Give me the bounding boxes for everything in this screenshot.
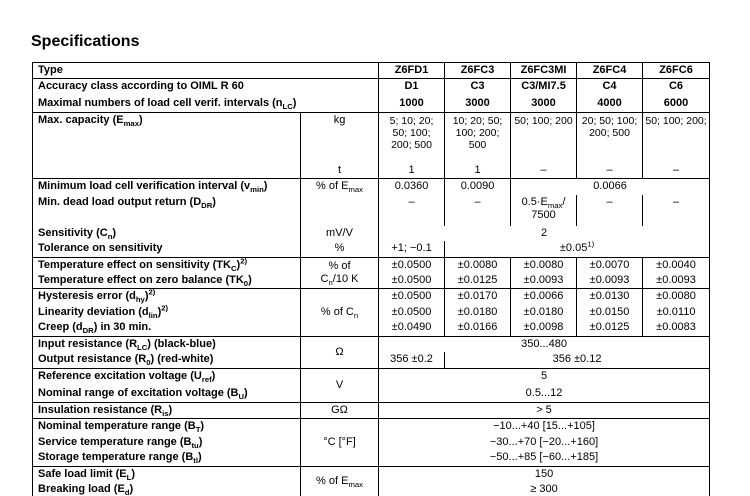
table-row <box>33 336 710 352</box>
row-label-bt: Nominal temperature range $(B_T)$ <box>33 419 301 435</box>
unit-gohm: GΩ <box>301 402 379 418</box>
nlc-value: 1000 <box>379 95 445 113</box>
tkc-value: ±0.0080 <box>511 257 577 273</box>
row-label-linearity: Linearity deviation $(d_{lin})^{2)}$ <box>33 305 301 320</box>
group-temp-range <box>33 419 710 466</box>
bu-value-merged: 0.5...12 <box>525 386 563 399</box>
tkc-value: ±0.0040 <box>656 258 696 271</box>
vmin-value-merged: 0.0066 <box>593 180 627 193</box>
linearity-value: ±0.0110 <box>656 305 696 318</box>
tkc-value: ±0.0070 <box>577 257 643 273</box>
creep-value: ±0.0166 <box>445 320 511 336</box>
capacity-kg-value: 50; 100; 200; <box>645 115 707 128</box>
table-row <box>33 226 710 241</box>
breaking-load-value-merged: ≥ 300 <box>530 483 558 496</box>
nlc-value: 6000 <box>663 96 689 109</box>
unit-volt: V <box>301 368 379 402</box>
capacity-kg-value: 5; 10; 20; 50; 100; 200; 500 <box>379 113 445 163</box>
unit-percent-cn: % of $C_n$ <box>301 289 379 336</box>
tkc-value: ±0.0500 <box>379 257 445 273</box>
linearity-value: ±0.0150 <box>577 305 643 320</box>
capacity-kg-value: 20; 50; 100; 200; 500 <box>577 113 643 163</box>
ddr-value: – <box>672 195 680 208</box>
nlc-value: 3000 <box>511 95 577 113</box>
row-label-insulation: Insulation resistance $(R_{is})$ <box>33 402 301 418</box>
tk0-value: ±0.0093 <box>656 274 696 287</box>
tk0-value: ±0.0093 <box>577 273 643 289</box>
input-resistance-value-merged: 350...480 <box>521 337 567 350</box>
hysteresis-value: ±0.0500 <box>379 289 445 305</box>
group-resistance <box>33 336 710 368</box>
output-resistance-value-merged: 356 ±0.12 <box>552 353 602 366</box>
unit-percent-cn-10k: % of $C_n/10$ K <box>301 257 379 289</box>
row-label-tkc: Temperature effect on sensitivity $(TK_C)^{2)}$ <box>33 257 301 273</box>
col-header-z6fc3: Z6FC3 <box>445 63 511 79</box>
group-accuracy <box>33 79 710 113</box>
linearity-value: ±0.0180 <box>445 305 511 320</box>
vmin-value: 0.0360 <box>379 179 445 195</box>
btu-value-merged: −30...+70 [−20...+160] <box>489 435 599 448</box>
creep-value: ±0.0098 <box>511 320 577 336</box>
creep-value: ±0.0083 <box>656 321 696 334</box>
capacity-t-value: – <box>577 163 643 179</box>
nlc-value: 4000 <box>577 95 643 113</box>
output-resistance-value: 356 ±0.2 <box>379 352 445 368</box>
unit-percent-emax: % of $E_{max}$ <box>301 179 379 195</box>
creep-value: ±0.0490 <box>379 320 445 336</box>
ddr-value: $0.5\cdot E_{max}/$ 7500 <box>511 195 577 226</box>
capacity-t-value: 1 <box>445 163 511 179</box>
linearity-value: ±0.0500 <box>379 305 445 320</box>
row-label-ddr: Min. dead load output return $(D_{DR})$ <box>33 195 301 226</box>
unit-ohm: Ω <box>301 336 379 368</box>
row-label-output-resistance: Output resistance $(R_0)$ (red-white) <box>33 352 301 368</box>
linearity-value: ±0.0180 <box>511 305 577 320</box>
table-row <box>33 63 710 79</box>
table-row <box>33 95 710 113</box>
row-label-safe-load: Safe load limit $(E_L)$ <box>33 466 301 482</box>
accuracy-value: C4 <box>577 79 643 95</box>
col-header-z6fc4: Z6FC4 <box>577 63 643 79</box>
tkc-value: ±0.0080 <box>445 257 511 273</box>
table-row <box>33 79 710 95</box>
row-label-creep: Creep $(d_{DR})$ in 30 min. <box>33 320 301 336</box>
group-verification <box>33 179 710 257</box>
table-row <box>33 289 710 305</box>
accuracy-value: C6 <box>668 80 684 93</box>
hysteresis-value: ±0.0170 <box>445 289 511 305</box>
unit-cell-empty <box>301 195 379 226</box>
hysteresis-value: ±0.0066 <box>511 289 577 305</box>
tk0-value: ±0.0500 <box>379 273 445 289</box>
uref-value-merged: 5 <box>540 370 548 383</box>
row-label-max-capacity: Max. capacity $(E_{max})$ <box>33 113 301 179</box>
table-row <box>33 179 710 195</box>
table-row <box>33 195 710 226</box>
hysteresis-value: ±0.0130 <box>577 289 643 305</box>
row-label-vmin: Minimum load cell verification interval $(v_{min})$ <box>33 179 301 195</box>
table-row <box>33 466 710 482</box>
btl-value-merged: −50...+85 [−60...+185] <box>489 451 599 464</box>
unit-mvv: mV/V <box>301 226 379 241</box>
row-label-input-resistance: Input resistance $(R_{LC})$ (black-blue) <box>33 336 301 352</box>
row-label-breaking-load: Breaking load $(E_d)$ <box>33 482 301 496</box>
table-row <box>33 402 710 418</box>
row-label-accuracy-class: Accuracy class according to OIML R 60 <box>33 79 379 95</box>
group-type <box>33 63 710 79</box>
table-row <box>33 419 710 435</box>
group-load-limits <box>33 466 710 496</box>
unit-kg: kg <box>301 113 379 163</box>
row-label-type: Type <box>33 63 379 79</box>
accuracy-value: C3 <box>445 79 511 95</box>
row-label-bu: Nominal range of excitation voltage $(B_U)$ <box>33 385 301 402</box>
creep-value: ±0.0125 <box>577 320 643 336</box>
hysteresis-value: ±0.0080 <box>656 290 696 303</box>
row-label-hysteresis: Hysteresis error $(d_{hy})^{2)}$ <box>33 289 301 305</box>
capacity-t-value: – <box>672 163 680 176</box>
unit-t: t <box>301 163 379 179</box>
accuracy-value: D1 <box>379 79 445 95</box>
capacity-kg-value: 10; 20; 50; 100; 200; 500 <box>445 113 511 163</box>
row-label-btu: Service temperature range $(B_{tu})$ <box>33 435 301 450</box>
group-temp-effect <box>33 257 710 289</box>
group-mechanical <box>33 289 710 336</box>
tk0-value: ±0.0093 <box>511 273 577 289</box>
table-row <box>33 113 710 163</box>
unit-percent-emax-load: % of $E_{max}$ <box>301 466 379 496</box>
bt-value-merged: −10...+40 [15...+105] <box>493 420 595 433</box>
capacity-t-value: – <box>511 163 577 179</box>
ddr-value: – <box>577 195 643 226</box>
row-label-tolerance: Tolerance on sensitivity <box>33 241 301 257</box>
group-excitation <box>33 368 710 402</box>
table-row <box>33 368 710 385</box>
tk0-value: ±0.0125 <box>445 273 511 289</box>
row-label-nlc: Maximal numbers of load cell verif. intervals $(n_{LC})$ <box>33 95 379 113</box>
tolerance-value-merged: $\pm 0.05^{1)}$ <box>559 241 595 255</box>
capacity-t-value: 1 <box>379 163 445 179</box>
row-label-sensitivity: Sensitivity $(C_n)$ <box>33 226 301 241</box>
insulation-value-merged: > 5 <box>536 403 552 416</box>
unit-percent: % <box>301 241 379 257</box>
nlc-value: 3000 <box>445 95 511 113</box>
table-row <box>33 241 710 257</box>
ddr-value: – <box>445 195 511 226</box>
row-label-uref: Reference excitation voltage $(U_{ref})$ <box>33 368 301 385</box>
capacity-kg-value: 50; 100; 200 <box>511 113 577 163</box>
col-header-z6fc6: Z6FC6 <box>659 64 693 76</box>
unit-celsius-fahrenheit: °C [°F] <box>301 419 379 466</box>
page-title: Specifications <box>31 33 140 50</box>
tolerance-value: +1; −0.1 <box>379 241 445 257</box>
col-header-z6fc3mi: Z6FC3MI <box>511 63 577 79</box>
group-insulation <box>33 402 710 418</box>
row-label-btl: Storage temperature range $(B_{tl})$ <box>33 450 301 466</box>
safe-load-value-merged: 150 <box>534 467 554 480</box>
row-label-tk0: Temperature effect on zero balance $(TK_0)$ <box>33 273 301 289</box>
specifications-table <box>32 62 710 496</box>
vmin-value: 0.0090 <box>445 179 511 195</box>
group-capacity <box>33 113 710 179</box>
accuracy-value: C3/MI7.5 <box>511 79 577 95</box>
table-row <box>33 257 710 273</box>
sensitivity-value-merged: 2 <box>540 226 548 239</box>
col-header-z6fd1: Z6FD1 <box>379 63 445 79</box>
ddr-value: – <box>379 195 445 226</box>
